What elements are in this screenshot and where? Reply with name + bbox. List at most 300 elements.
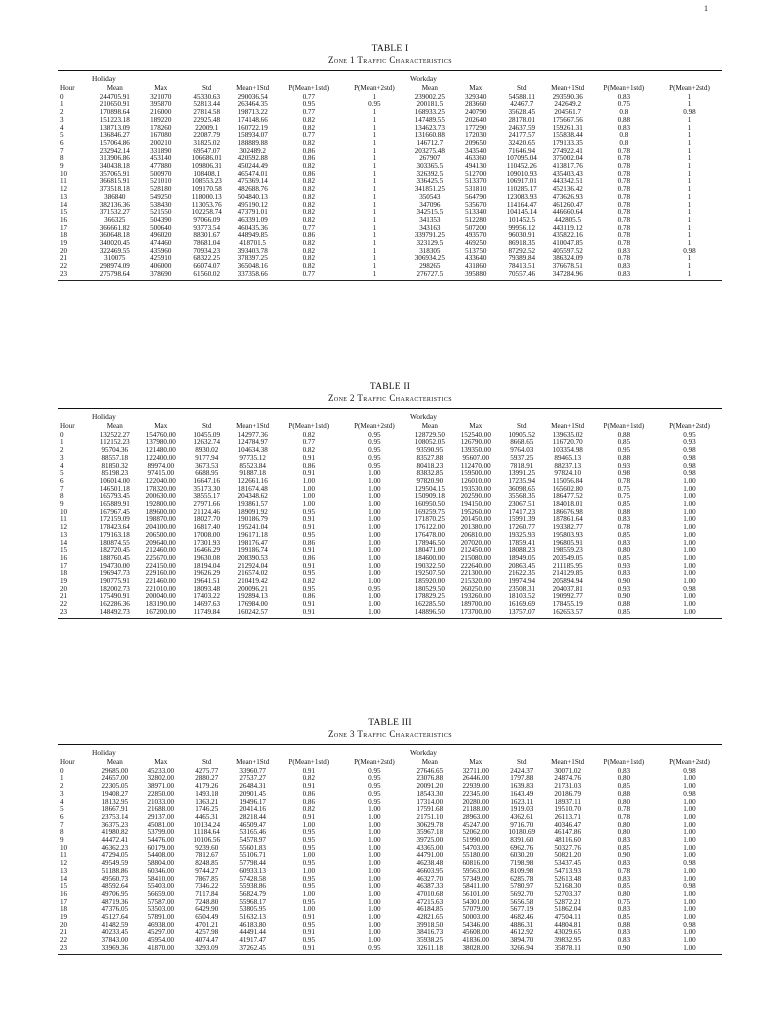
table-cell: 0.85 (617, 843, 631, 852)
table-cell: 1.00 (368, 476, 381, 485)
table-cell: 1.00 (368, 600, 381, 609)
table-cell: 175490.91 (99, 592, 130, 601)
table-cell: 0.91 (302, 782, 316, 791)
table-cell: 0.98 (683, 246, 696, 255)
table-cell: 244705.91 (99, 92, 130, 101)
table-cell: 473626.93 (552, 192, 583, 201)
hour-cell: 14 (60, 200, 68, 209)
table-cell: 1.00 (683, 515, 696, 524)
table-cell: 1.00 (368, 553, 381, 562)
table-cell: 19630.08 (193, 553, 221, 562)
table-cell: 260250.00 (460, 584, 491, 593)
hour-cell: 23 (60, 607, 68, 616)
table-cell: 0.93 (617, 461, 631, 470)
table-cell: 50821.20 (554, 851, 582, 860)
table-cell: 52703.37 (554, 889, 582, 898)
table-cell: 91887.18 (239, 469, 266, 478)
table-cell: 1.00 (302, 484, 316, 493)
column-header: Max (154, 84, 168, 92)
table-cell: 107095.04 (506, 154, 537, 163)
table-cell: 1.00 (368, 828, 381, 837)
table-cell: 0.95 (368, 461, 381, 470)
table-cell: 477880 (150, 162, 172, 171)
table-cell: 26113.71 (554, 812, 581, 821)
hour-cell: 13 (60, 530, 68, 539)
column-header: Mean (421, 422, 438, 430)
table-cell: 8391.60 (510, 836, 534, 845)
table-cell: 0.95 (368, 438, 381, 447)
table-cell: 192507.50 (414, 569, 445, 578)
table-cell: 1746.25 (195, 805, 219, 814)
table-cell: 1.00 (683, 569, 696, 578)
table-cell: 0.91 (302, 515, 316, 524)
table-cell: 1.00 (683, 484, 696, 493)
table-cell: 521550 (150, 208, 172, 217)
table-cell: 1.00 (368, 561, 381, 570)
table-cell: 97820.90 (416, 476, 444, 485)
table-cell: 97066.09 (193, 215, 221, 224)
table-cell: 1 (687, 177, 692, 186)
table-cell: 24177.57 (508, 131, 536, 140)
table-cell: 51188.86 (101, 866, 128, 875)
table-cell: 1.00 (683, 936, 696, 945)
table-cell: 49560.73 (101, 874, 129, 883)
table-cell: 40233.45 (101, 928, 129, 937)
column-header: Hour (60, 758, 75, 766)
table-cell: 1.00 (368, 577, 381, 586)
table-cell: 39832.95 (554, 936, 582, 945)
table-cell: 16817.40 (193, 523, 221, 532)
table-cell: 0.82 (302, 215, 316, 224)
table-cell: 152540.00 (460, 430, 491, 439)
table-cell: 366325 (104, 215, 126, 224)
table-cell: 0.78 (617, 208, 631, 217)
table-cell: 0.75 (617, 484, 631, 493)
table-cell: 1.00 (683, 797, 696, 806)
table-cell: 1.00 (683, 843, 696, 852)
table-cell: 54713.93 (554, 866, 582, 875)
table-cell: 4682.46 (510, 913, 534, 922)
table-cell: 18949.05 (508, 553, 536, 562)
table-cell: 7248.80 (195, 897, 219, 906)
table-cell: 0.95 (368, 446, 381, 455)
table-cell: 180874.55 (99, 538, 130, 547)
table-cell: 148492.73 (99, 607, 130, 616)
table-cell: 1.00 (368, 843, 381, 852)
table-cell: 41917.47 (239, 936, 266, 945)
table-cell: 1.00 (368, 530, 381, 539)
table-cell: 7198.98 (510, 859, 534, 868)
table-cell: 18543.30 (416, 789, 444, 798)
table-cell: 19641.51 (193, 577, 221, 586)
table-cell: 0.82 (302, 577, 316, 586)
table-cell: 493570 (465, 231, 487, 240)
table-row (58, 609, 722, 618)
table-cell: 32711.00 (462, 766, 489, 775)
table-cell: 0.78 (617, 200, 631, 209)
table-cell: 1 (372, 231, 377, 240)
table-cell: 54408.00 (147, 851, 175, 860)
table-cell: 1.00 (683, 523, 696, 532)
table-cell: 239002.25 (414, 92, 445, 101)
column-header: P(Mean+2std) (354, 758, 395, 766)
table-cell: 200210 (150, 138, 172, 147)
table-cell: 215320.00 (460, 577, 491, 586)
table-cell: 0.83 (617, 928, 631, 937)
table-cell: 0.85 (617, 782, 631, 791)
table-cell: 500970 (150, 169, 172, 178)
table-cell: 41836.00 (462, 936, 490, 945)
table-cell: 97735.12 (239, 453, 266, 462)
column-header: Mean (106, 84, 123, 92)
hour-cell: 9 (60, 500, 64, 509)
table-cell: 0.88 (617, 600, 631, 609)
table-cell: 1.00 (368, 500, 381, 509)
table-cell: 339791.25 (414, 231, 445, 240)
table-cell: 206500.00 (145, 530, 176, 539)
table-cell: 0.86 (302, 169, 316, 178)
table-cell: 17591.68 (416, 805, 444, 814)
table-cell: 378690 (150, 269, 172, 278)
hour-cell: 7 (60, 146, 64, 155)
hour-cell: 2 (60, 108, 64, 117)
table-cell: 463391.09 (237, 215, 268, 224)
table-cell: 0.80 (617, 546, 631, 555)
table-cell: 54301.00 (462, 897, 490, 906)
table-cell: 535670 (465, 200, 487, 209)
table-cell: 208390.53 (237, 553, 268, 562)
table-cell: 45127.64 (101, 913, 129, 922)
table-cell: 215080.00 (460, 553, 491, 562)
table-cell: 210650.91 (99, 100, 130, 109)
table-cell: 0.91 (302, 453, 316, 462)
table-cell: 5656.58 (510, 897, 534, 906)
table-cell: 78681.04 (193, 239, 221, 248)
table-zone-1 (58, 44, 722, 281)
table-cell: 1.00 (368, 905, 381, 914)
table-cell: 1 (372, 146, 377, 155)
table-cell: 155838.44 (552, 131, 583, 140)
table-cell: 1 (687, 215, 692, 224)
table-cell: 1.00 (683, 553, 696, 562)
hour-cell: 6 (60, 476, 64, 485)
table-cell: 378397.25 (237, 254, 268, 263)
hour-cell: 17 (60, 223, 68, 232)
table-cell: 180471.00 (414, 546, 445, 555)
table-cell: 1.00 (302, 500, 316, 509)
hour-cell: 19 (60, 239, 68, 248)
table-cell: 0.95 (302, 584, 316, 593)
table-cell: 108052.05 (414, 438, 445, 447)
table-cell: 1 (372, 246, 377, 255)
table-cell: 0.93 (683, 438, 696, 447)
table-cell: 1 (687, 169, 692, 178)
table-cell: 1639.83 (510, 782, 534, 791)
table-cell: 22305.05 (101, 782, 129, 791)
table-cell: 0.8 (619, 108, 629, 117)
table-cell: 0.85 (617, 882, 631, 891)
table-cell: 1 (372, 239, 377, 248)
table-cell: 18088.23 (508, 546, 536, 555)
table-cell: 23753.14 (101, 812, 129, 821)
table-cell: 0.88 (617, 789, 631, 798)
table-cell: 0.83 (617, 874, 631, 883)
table-cell: 57349.00 (462, 874, 490, 883)
table-cell: 3894.70 (510, 936, 534, 945)
table-cell: 1.00 (683, 874, 696, 883)
hour-cell: 23 (60, 943, 68, 952)
table-cell: 19974.94 (508, 577, 536, 586)
table-cell: 43365.00 (416, 843, 444, 852)
table-cell: 112152.23 (99, 438, 130, 447)
table-cell: 190775.91 (99, 577, 130, 586)
table-cell: 154760.00 (145, 430, 176, 439)
table-cell: 53805.95 (239, 905, 266, 914)
table-cell: 1.00 (683, 500, 696, 509)
table-cell: 298265 (419, 262, 441, 271)
table-cell: 210419.42 (237, 577, 268, 586)
table-cell: 36375.23 (101, 820, 129, 829)
table-cell: 366661.82 (99, 223, 130, 232)
table-cell: 45954.00 (147, 936, 175, 945)
table-cell: 32802.00 (147, 774, 175, 783)
table-cell: 45330.63 (193, 92, 221, 101)
table-cell: 0.85 (617, 500, 631, 509)
table-cell: 1.00 (683, 928, 696, 937)
table-cell: 1.00 (683, 546, 696, 555)
table-cell: 0.83 (617, 905, 631, 914)
hour-cell: 22 (60, 600, 68, 609)
hour-cell: 18 (60, 905, 68, 914)
table-cell: 0.95 (302, 936, 316, 945)
table-cell: 22925.48 (193, 115, 221, 124)
table-cell: 347096 (419, 200, 441, 209)
column-header: Std (517, 422, 527, 430)
table-cell: 0.80 (617, 828, 631, 837)
column-header: Mean (421, 758, 438, 766)
table-cell: 1797.88 (510, 774, 534, 783)
table-cell: 222640.00 (460, 561, 491, 570)
table-cell: 21751.10 (416, 812, 444, 821)
table-cell: 513340 (465, 208, 487, 217)
table-cell: 30629.78 (416, 820, 444, 829)
table-cell: 0.82 (302, 774, 316, 783)
table-cell: 195803.93 (552, 530, 583, 539)
column-header: Mean (421, 84, 438, 92)
table-cell: 446660.64 (552, 208, 583, 217)
table-cell: 57891.00 (147, 913, 175, 922)
table-cell: 17417.23 (508, 507, 536, 516)
table-cell: 57587.00 (147, 897, 175, 906)
table-cell: 13757.07 (508, 607, 536, 616)
table-cell: 512700 (465, 169, 487, 178)
table-cell: 1 (687, 146, 692, 155)
table-cell: 41870.00 (147, 943, 175, 952)
table-cell: 51632.13 (239, 913, 266, 922)
column-header: Mean+1Std (236, 758, 270, 766)
table-cell: 318305 (419, 246, 441, 255)
table-cell: 0.88 (617, 453, 631, 462)
table-cell: 148896.50 (414, 607, 445, 616)
table-cell: 549250 (150, 192, 172, 201)
hour-cell: 8 (60, 154, 64, 163)
table-cell: 95704.36 (101, 446, 129, 455)
table-cell: 350543 (419, 192, 441, 201)
table-cell: 321070 (150, 92, 172, 101)
table-cell: 343540 (465, 146, 487, 155)
table-cell: 196805.91 (552, 538, 583, 547)
table-cell: 167200.00 (145, 607, 176, 616)
table-cell: 192894.13 (237, 592, 268, 601)
table-cell: 122400.00 (145, 453, 176, 462)
table-cell: 47010.68 (416, 889, 444, 898)
table-caption: Zone 1 Traffic Characteristics (327, 55, 453, 65)
table-cell: 224150.00 (145, 561, 176, 570)
table-cell: 23076.88 (416, 774, 444, 783)
table-cell: 0.91 (302, 546, 316, 555)
table-cell: 347284.96 (552, 269, 583, 278)
table-cell: 172030 (465, 131, 487, 140)
table-cell: 33969.36 (101, 943, 129, 952)
table-cell: 180529.50 (414, 584, 445, 593)
table-cell: 496020 (150, 231, 172, 240)
table-cell: 41980.82 (101, 828, 129, 837)
table-cell: 8668.65 (510, 438, 534, 447)
table-cell: 46938.00 (147, 920, 175, 929)
table-cell: 0.98 (683, 469, 696, 478)
table-cell: 17008.00 (193, 530, 221, 539)
hour-cell: 11 (60, 851, 67, 860)
hour-cell: 1 (60, 100, 64, 109)
table-cell: 162286.36 (99, 600, 130, 609)
table-cell: 1 (372, 262, 377, 271)
table-cell: 12632.74 (193, 438, 221, 447)
table-cell: 1.00 (368, 492, 381, 501)
table-row (58, 945, 722, 954)
table-cell: 49706.95 (101, 889, 129, 898)
hour-cell: 0 (60, 92, 64, 101)
table-cell: 10106.56 (193, 836, 221, 845)
table-cell: 47376.05 (101, 905, 129, 914)
table-cell: 500640 (150, 223, 172, 232)
table-cell: 460435.36 (237, 223, 268, 232)
table-cell: 15991.39 (508, 515, 536, 524)
table-cell: 365048.16 (237, 262, 268, 271)
table-cell: 190186.79 (237, 515, 268, 524)
column-header: P(Mean+2std) (669, 84, 710, 92)
table-cell: 96030.91 (508, 231, 536, 240)
table-cell: 1 (687, 185, 692, 194)
table-cell: 136846.27 (99, 131, 130, 140)
table-cell: 39918.50 (416, 920, 444, 929)
table-cell: 1.00 (368, 928, 381, 937)
table-cell: 4701.21 (195, 920, 219, 929)
column-header: P(Mean+1std) (603, 422, 645, 430)
hour-cell: 6 (60, 138, 64, 147)
table-cell: 40346.47 (554, 820, 582, 829)
table-cell: 343163 (419, 223, 441, 232)
table-cell: 225670.00 (145, 553, 176, 562)
table-cell: 10905.52 (508, 430, 536, 439)
table-cell: 4612.92 (510, 928, 534, 937)
table-cell: 1 (687, 192, 692, 201)
table-cell: 0.98 (683, 766, 696, 775)
table-cell: 0.82 (302, 185, 316, 194)
group-label-workday: Workday (410, 74, 437, 83)
table-cell: 18103.52 (508, 592, 536, 601)
table-cell: 1 (372, 115, 377, 124)
data-table (58, 759, 722, 954)
table-cell: 178423.64 (99, 523, 130, 532)
table-cell: 16169.69 (508, 600, 536, 609)
table-cell: 186477.52 (552, 492, 583, 501)
table-cell: 341353 (419, 215, 441, 224)
table-cell: 200181.5 (416, 100, 444, 109)
table-cell: 1.00 (368, 866, 381, 875)
table-cell: 0.82 (302, 430, 316, 439)
table-zone-3 (58, 718, 722, 955)
table-cell: 0.86 (302, 789, 316, 798)
table-cell: 126790.00 (460, 438, 491, 447)
table-cell: 504840.13 (237, 192, 268, 201)
table-cell: 1 (687, 115, 692, 124)
table-cell: 1.00 (368, 484, 381, 493)
table-cell: 276727.5 (416, 269, 444, 278)
hour-cell: 9 (60, 162, 64, 171)
table-cell: 1 (687, 138, 692, 147)
table-cell: 9177.94 (195, 453, 219, 462)
table-cell: 190992.77 (552, 592, 583, 601)
column-header: Mean+1Std (236, 422, 270, 430)
table-cell: 1 (687, 100, 692, 109)
table-cell: 8248.85 (195, 859, 219, 868)
table-cell: 0.95 (302, 569, 316, 578)
table-cell: 0.95 (302, 920, 316, 929)
table-cell: 0.91 (302, 561, 316, 570)
table-cell: 53799.00 (147, 828, 175, 837)
table-cell: 45081.00 (147, 820, 175, 829)
table-cell: 21622.35 (508, 569, 536, 578)
table-cell: 0.77 (302, 92, 316, 101)
table-cell: 16466.29 (193, 546, 221, 555)
table-cell: 1 (372, 162, 377, 171)
hour-cell: 13 (60, 866, 68, 875)
hour-cell: 21 (60, 928, 68, 937)
table-cell: 0.95 (368, 453, 381, 462)
hour-cell: 15 (60, 882, 68, 891)
table-cell: 336425.5 (416, 177, 444, 186)
column-header: Hour (60, 84, 75, 92)
table-cell: 0.86 (302, 553, 316, 562)
table-cell: 0.95 (302, 859, 316, 868)
table-cell: 22345.00 (462, 789, 490, 798)
table-cell: 1 (372, 92, 377, 101)
table-cell: 0.78 (617, 154, 631, 163)
hour-cell: 15 (60, 546, 68, 555)
table-cell: 52062.00 (462, 828, 490, 837)
table-cell: 33960.77 (239, 766, 266, 775)
table-cell: 413817.76 (552, 162, 583, 171)
table-cell: 1 (687, 92, 692, 101)
table-cell: 448949.85 (237, 231, 268, 240)
column-header: P(Mean+1std) (288, 422, 330, 430)
table-cell: 10455.09 (193, 430, 221, 439)
column-header: P(Mean+2std) (669, 422, 710, 430)
table-cell: 109806.31 (191, 162, 222, 171)
hour-cell: 13 (60, 192, 68, 201)
table-cell: 30071.02 (554, 766, 582, 775)
table-cell: 179133.35 (552, 138, 583, 147)
